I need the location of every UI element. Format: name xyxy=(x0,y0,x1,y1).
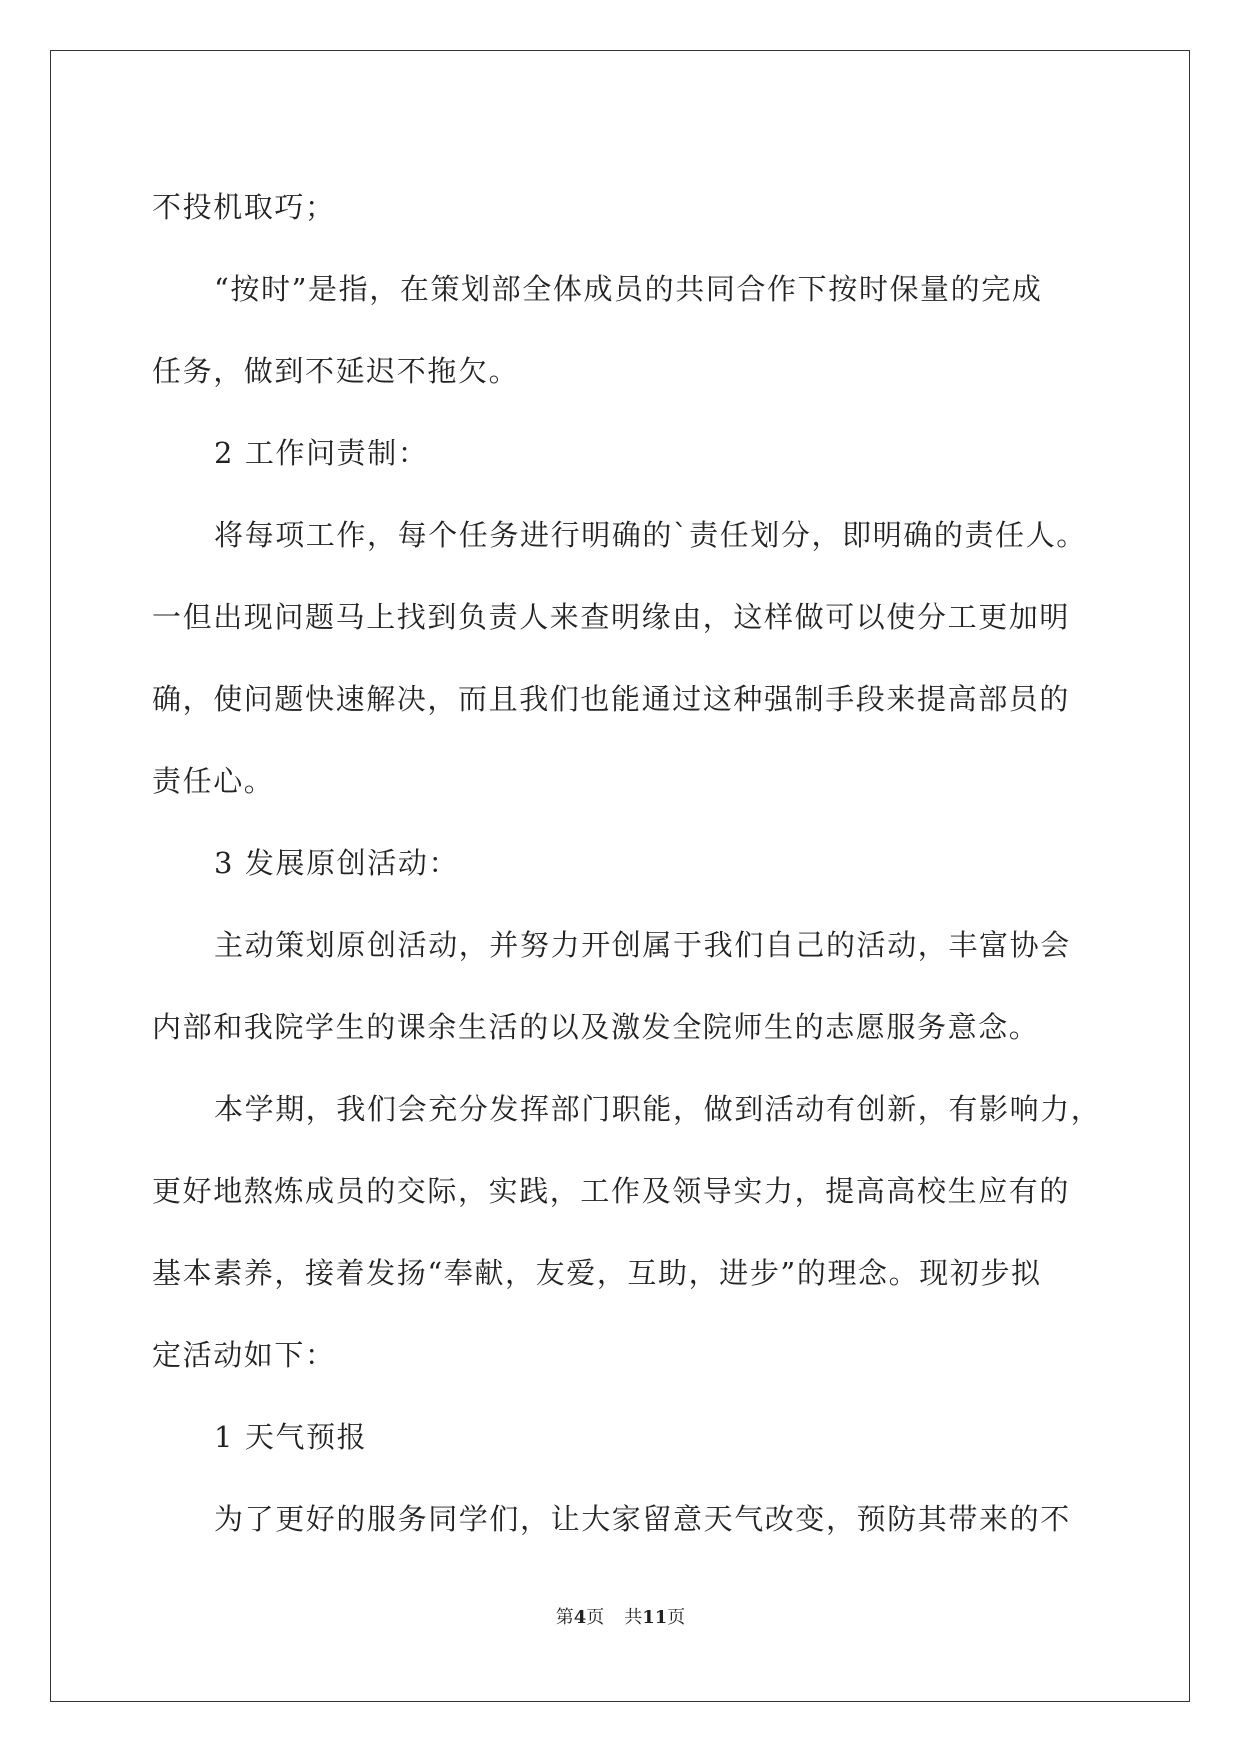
text-line: 确，使问题快速解决，而且我们也能通过这种强制手段来提高部员的 xyxy=(152,682,1071,716)
section-heading: 1 天气预报 xyxy=(214,1420,368,1454)
text-line: 一但出现问题马上找到负责人来查明缘由，这样做可以使分工更加明 xyxy=(152,600,1071,634)
text-line: 基本素养，接着发扬“奉献，友爱，互助，进步”的理念。现初步拟 xyxy=(152,1256,1042,1290)
text-line: “按时”是指，在策划部全体成员的共同合作下按时保量的完成 xyxy=(214,272,1043,306)
text-line: 主动策划原创活动，并努力开创属于我们自己的活动，丰富协会 xyxy=(214,928,1071,962)
page-current: 4 xyxy=(573,1607,587,1628)
section-heading: 2 工作问责制： xyxy=(214,436,429,470)
text-line: 定活动如下： xyxy=(152,1338,336,1372)
page-total: 11 xyxy=(642,1607,668,1628)
document-body xyxy=(152,166,1102,1560)
page-prefix: 第 xyxy=(555,1607,574,1628)
page-footer xyxy=(0,1606,1241,1630)
page-unit: 页 xyxy=(586,1607,605,1628)
section-heading: 3 发展原创活动： xyxy=(214,846,460,880)
text-line: 为了更好的服务同学们，让大家留意天气改变，预防其带来的不 xyxy=(214,1502,1071,1536)
text-line: 内部和我院学生的课余生活的以及激发全院师生的志愿服务意念。 xyxy=(152,1010,1040,1044)
text-line: 任务，做到不延迟不拖欠。 xyxy=(152,354,520,388)
total-prefix: 共 xyxy=(624,1607,643,1628)
text-line: 本学期，我们会充分发挥部门职能，做到活动有创新，有影响力， xyxy=(214,1092,1102,1126)
text-line: 将每项工作，每个任务进行明确的`责任划分，即明确的责任人。 xyxy=(214,518,1087,552)
text-line: 不投机取巧； xyxy=(152,190,336,224)
text-line: 更好地熬炼成员的交际，实践，工作及领导实力，提高高校生应有的 xyxy=(152,1174,1071,1208)
text-line: 责任心。 xyxy=(152,764,275,798)
total-unit: 页 xyxy=(667,1607,686,1628)
